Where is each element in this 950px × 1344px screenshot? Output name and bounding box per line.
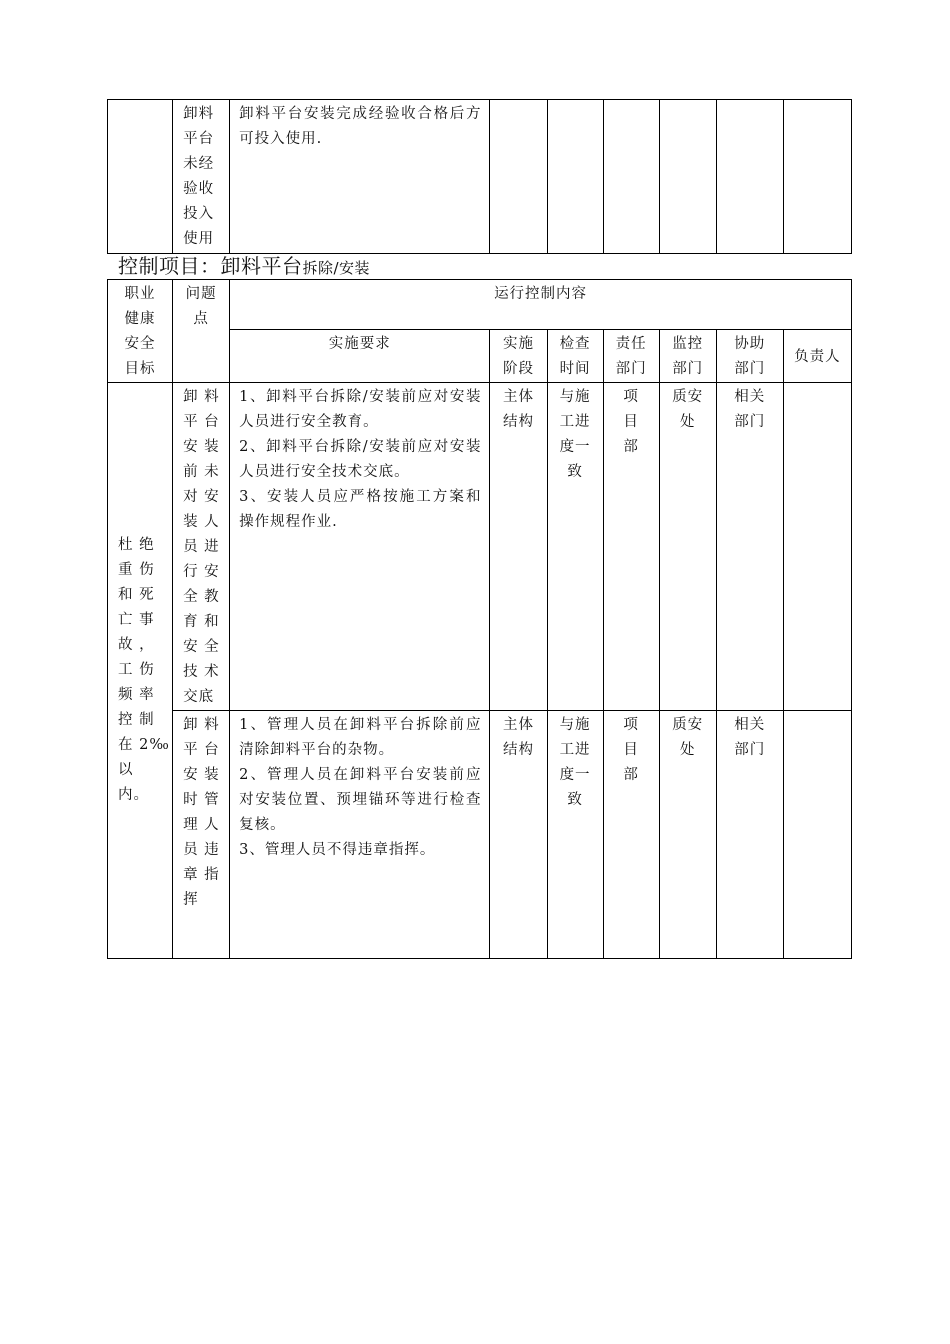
header-row — [108, 280, 852, 330]
table-row — [108, 711, 852, 959]
responsible-dept-cell: 项 目 部 — [603, 711, 659, 959]
requirement-cell: 1、管理人员在卸料平台拆除前应清除卸料平台的杂物。 2、管理人员在卸料平台安装前应对安装位置、预埋锚环等进行检查复核。 3、管理人员不得违章指挥。 — [230, 711, 490, 959]
person-cell — [783, 100, 851, 254]
responsible-dept-cell — [603, 100, 659, 254]
assist-dept-cell: 相关 部门 — [716, 383, 783, 711]
monitor-dept-cell: 质安 处 — [659, 711, 716, 959]
person-cell — [783, 711, 851, 959]
continuation-table — [107, 99, 852, 254]
stage-cell: 主体 结构 — [490, 711, 547, 959]
person-cell — [783, 383, 851, 711]
table-row — [108, 100, 852, 254]
goal-cell: 杜 绝 重 伤 和 死 亡 事 故 ， 工 伤 频 率 控 制 在 2‰ 以 内。 — [108, 383, 173, 959]
check-time-cell: 与施 工进 度一 致 — [547, 711, 603, 959]
responsible-dept-cell: 项 目 部 — [603, 383, 659, 711]
problem-cell: 卸 料 平 台 安 装 前 未 对 安 装 人 员 进 行 安 全 教 育 和 安 全 技 术 交底 — [173, 383, 230, 711]
header-control-content: 运行控制内容 — [230, 280, 852, 330]
header-stage: 实施 阶段 — [490, 330, 547, 383]
stage-cell: 主体 结构 — [490, 383, 547, 711]
monitor-dept-cell: 质安 处 — [659, 383, 716, 711]
control-table — [107, 279, 852, 959]
problem-cell: 卸 料 平 台 安 装 时 管 理 人 员 违 章 指 挥 — [173, 711, 230, 959]
requirement-cell: 1、卸料平台拆除/安装前应对安装人员进行安全教育。 2、卸料平台拆除/安装前应对安装人员进行安全技术交底。 3、安装人员应严格按施工方案和操作规程作业. — [230, 383, 490, 711]
header-requirement: 实施要求 — [230, 330, 490, 383]
header-goal: 职业 健康 安全 目标 — [108, 280, 173, 383]
header-responsible-dept: 责任 部门 — [603, 330, 659, 383]
header-problem: 问题 点 — [173, 280, 230, 383]
monitor-dept-cell — [659, 100, 716, 254]
header-monitor-dept: 监控 部门 — [659, 330, 716, 383]
check-time-cell: 与施 工进 度一 致 — [547, 383, 603, 711]
stage-cell — [490, 100, 547, 254]
goal-cell — [108, 100, 173, 254]
assist-dept-cell: 相关 部门 — [716, 711, 783, 959]
table-row — [108, 383, 852, 711]
assist-dept-cell — [716, 100, 783, 254]
requirement-cell: 卸料平台安装完成经验收合格后方可投入使用. — [230, 100, 490, 254]
header-assist-dept: 协助 部门 — [716, 330, 783, 383]
header-person: 负责人 — [783, 330, 851, 383]
header-check-time: 检查 时间 — [547, 330, 603, 383]
check-time-cell — [547, 100, 603, 254]
problem-cell: 卸料 平台 未经 验收 投入 使用 — [173, 100, 230, 254]
section-title: 控制项目：卸料平台拆除/安装 — [118, 254, 371, 278]
